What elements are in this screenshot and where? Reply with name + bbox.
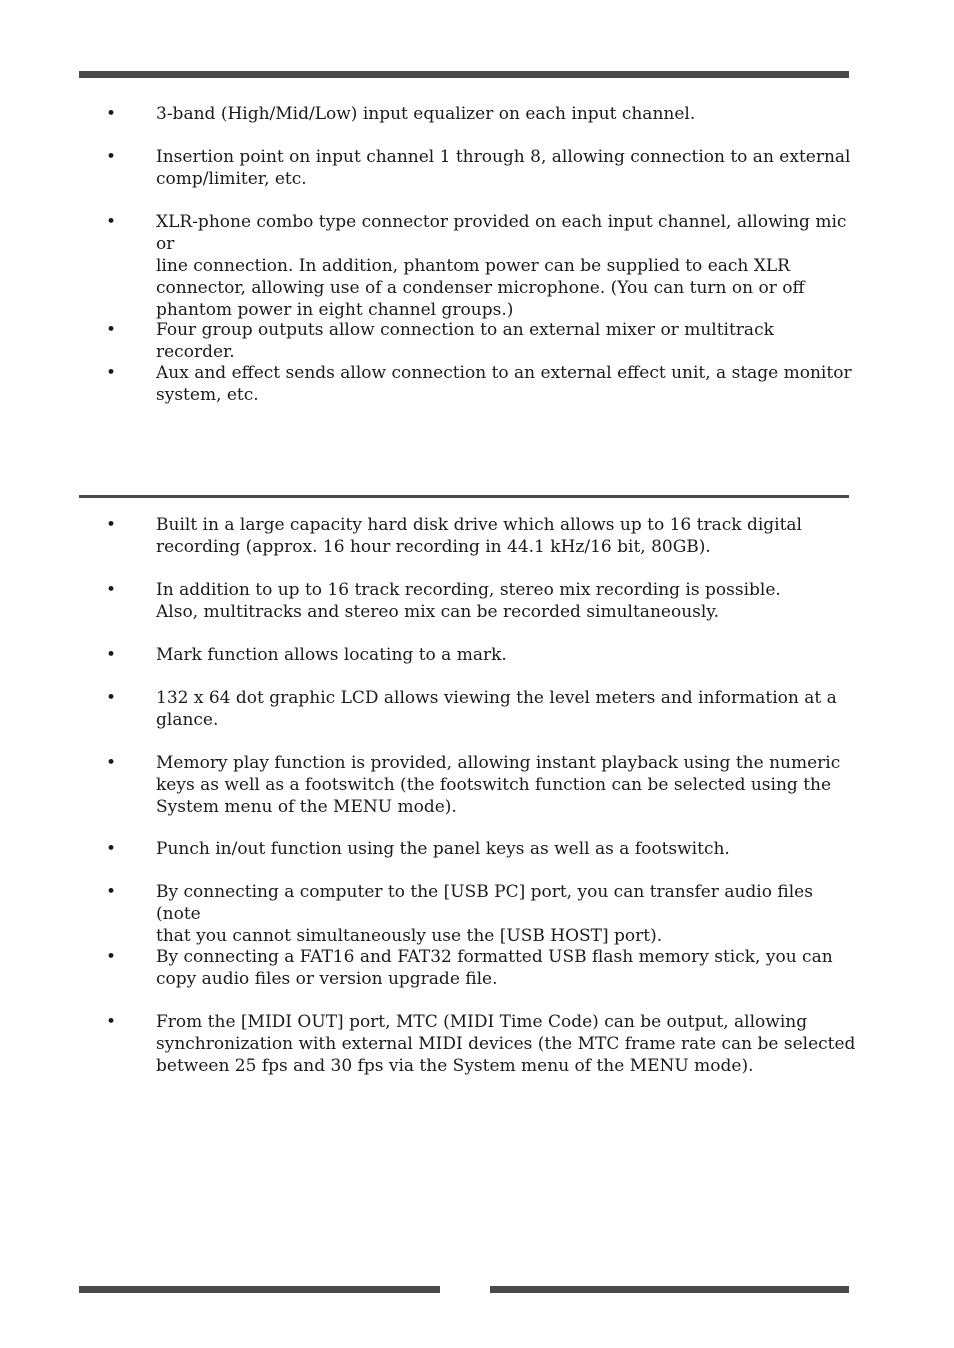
list-item-text: Four group outputs allow connection to an external mixer or multitrack recorder. bbox=[156, 320, 774, 362]
bullet: • bbox=[106, 839, 117, 859]
bullet: • bbox=[106, 947, 117, 967]
bullet: • bbox=[106, 688, 117, 708]
bullet: • bbox=[106, 363, 117, 383]
footer-rule-left bbox=[79, 1286, 440, 1293]
header-rule bbox=[79, 71, 849, 78]
list-item-text: Memory play function is provided, allowing instant playback using the numeric keys as well as a footswitch (the footswitch function can be selected using the System menu of the MENU mode). bbox=[156, 753, 841, 817]
list-item-text: Built in a large capacity hard disk drive which allows up to 16 track digital recording (approx. 16 hour recording in 44.1 kHz/16 bit, 80GB). bbox=[156, 515, 802, 557]
bullet: • bbox=[106, 212, 117, 232]
bullet: • bbox=[106, 147, 117, 167]
list-item-text: By connecting a computer to the [USB PC] port, you can transfer audio files (note that you cannot simultaneously use the [USB HOST] port). bbox=[156, 882, 813, 946]
bullet: • bbox=[106, 753, 117, 773]
bullet: • bbox=[106, 1012, 117, 1032]
bullet: • bbox=[106, 882, 117, 902]
section-divider bbox=[79, 495, 849, 498]
list-item-text: Aux and effect sends allow connection to an external effect unit, a stage monitor system, etc. bbox=[156, 363, 852, 405]
list-item-text: XLR-phone combo type connector provided on each input channel, allowing mic or line connection. In addition, phantom power can be supplied to each XLR connector, allowing use of a condenser microphone. (You can turn on or off phantom power in eight channel groups.) bbox=[156, 212, 847, 320]
bullet: • bbox=[106, 320, 117, 340]
bullet: • bbox=[106, 580, 117, 600]
list-item-text: By connecting a FAT16 and FAT32 formatted USB flash memory stick, you can copy audio files or version upgrade file. bbox=[156, 947, 833, 989]
list-item-text: Punch in/out function using the panel keys as well as a footswitch. bbox=[156, 839, 730, 859]
footer-rule-right bbox=[490, 1286, 849, 1293]
list-item-text: From the [MIDI OUT] port, MTC (MIDI Time Code) can be output, allowing synchronization with external MIDI devices (the MTC frame rate can be selected between 25 fps and 30 fps via the System menu of the MENU mode). bbox=[156, 1012, 856, 1076]
bullet: • bbox=[106, 645, 117, 665]
list-item-text: Mark function allows locating to a mark. bbox=[156, 645, 507, 665]
list-item-text: 132 x 64 dot graphic LCD allows viewing the level meters and information at a glance. bbox=[156, 688, 837, 730]
list-item-text: In addition to up to 16 track recording, stereo mix recording is possible. Also, multitracks and stereo mix can be recorded simultaneously. bbox=[156, 580, 781, 622]
bullet: • bbox=[106, 515, 117, 535]
list-item-text: Insertion point on input channel 1 through 8, allowing connection to an external comp/limiter, etc. bbox=[156, 147, 851, 189]
bullet: • bbox=[106, 104, 117, 124]
list-item-text: 3-band (High/Mid/Low) input equalizer on each input channel. bbox=[156, 104, 696, 124]
